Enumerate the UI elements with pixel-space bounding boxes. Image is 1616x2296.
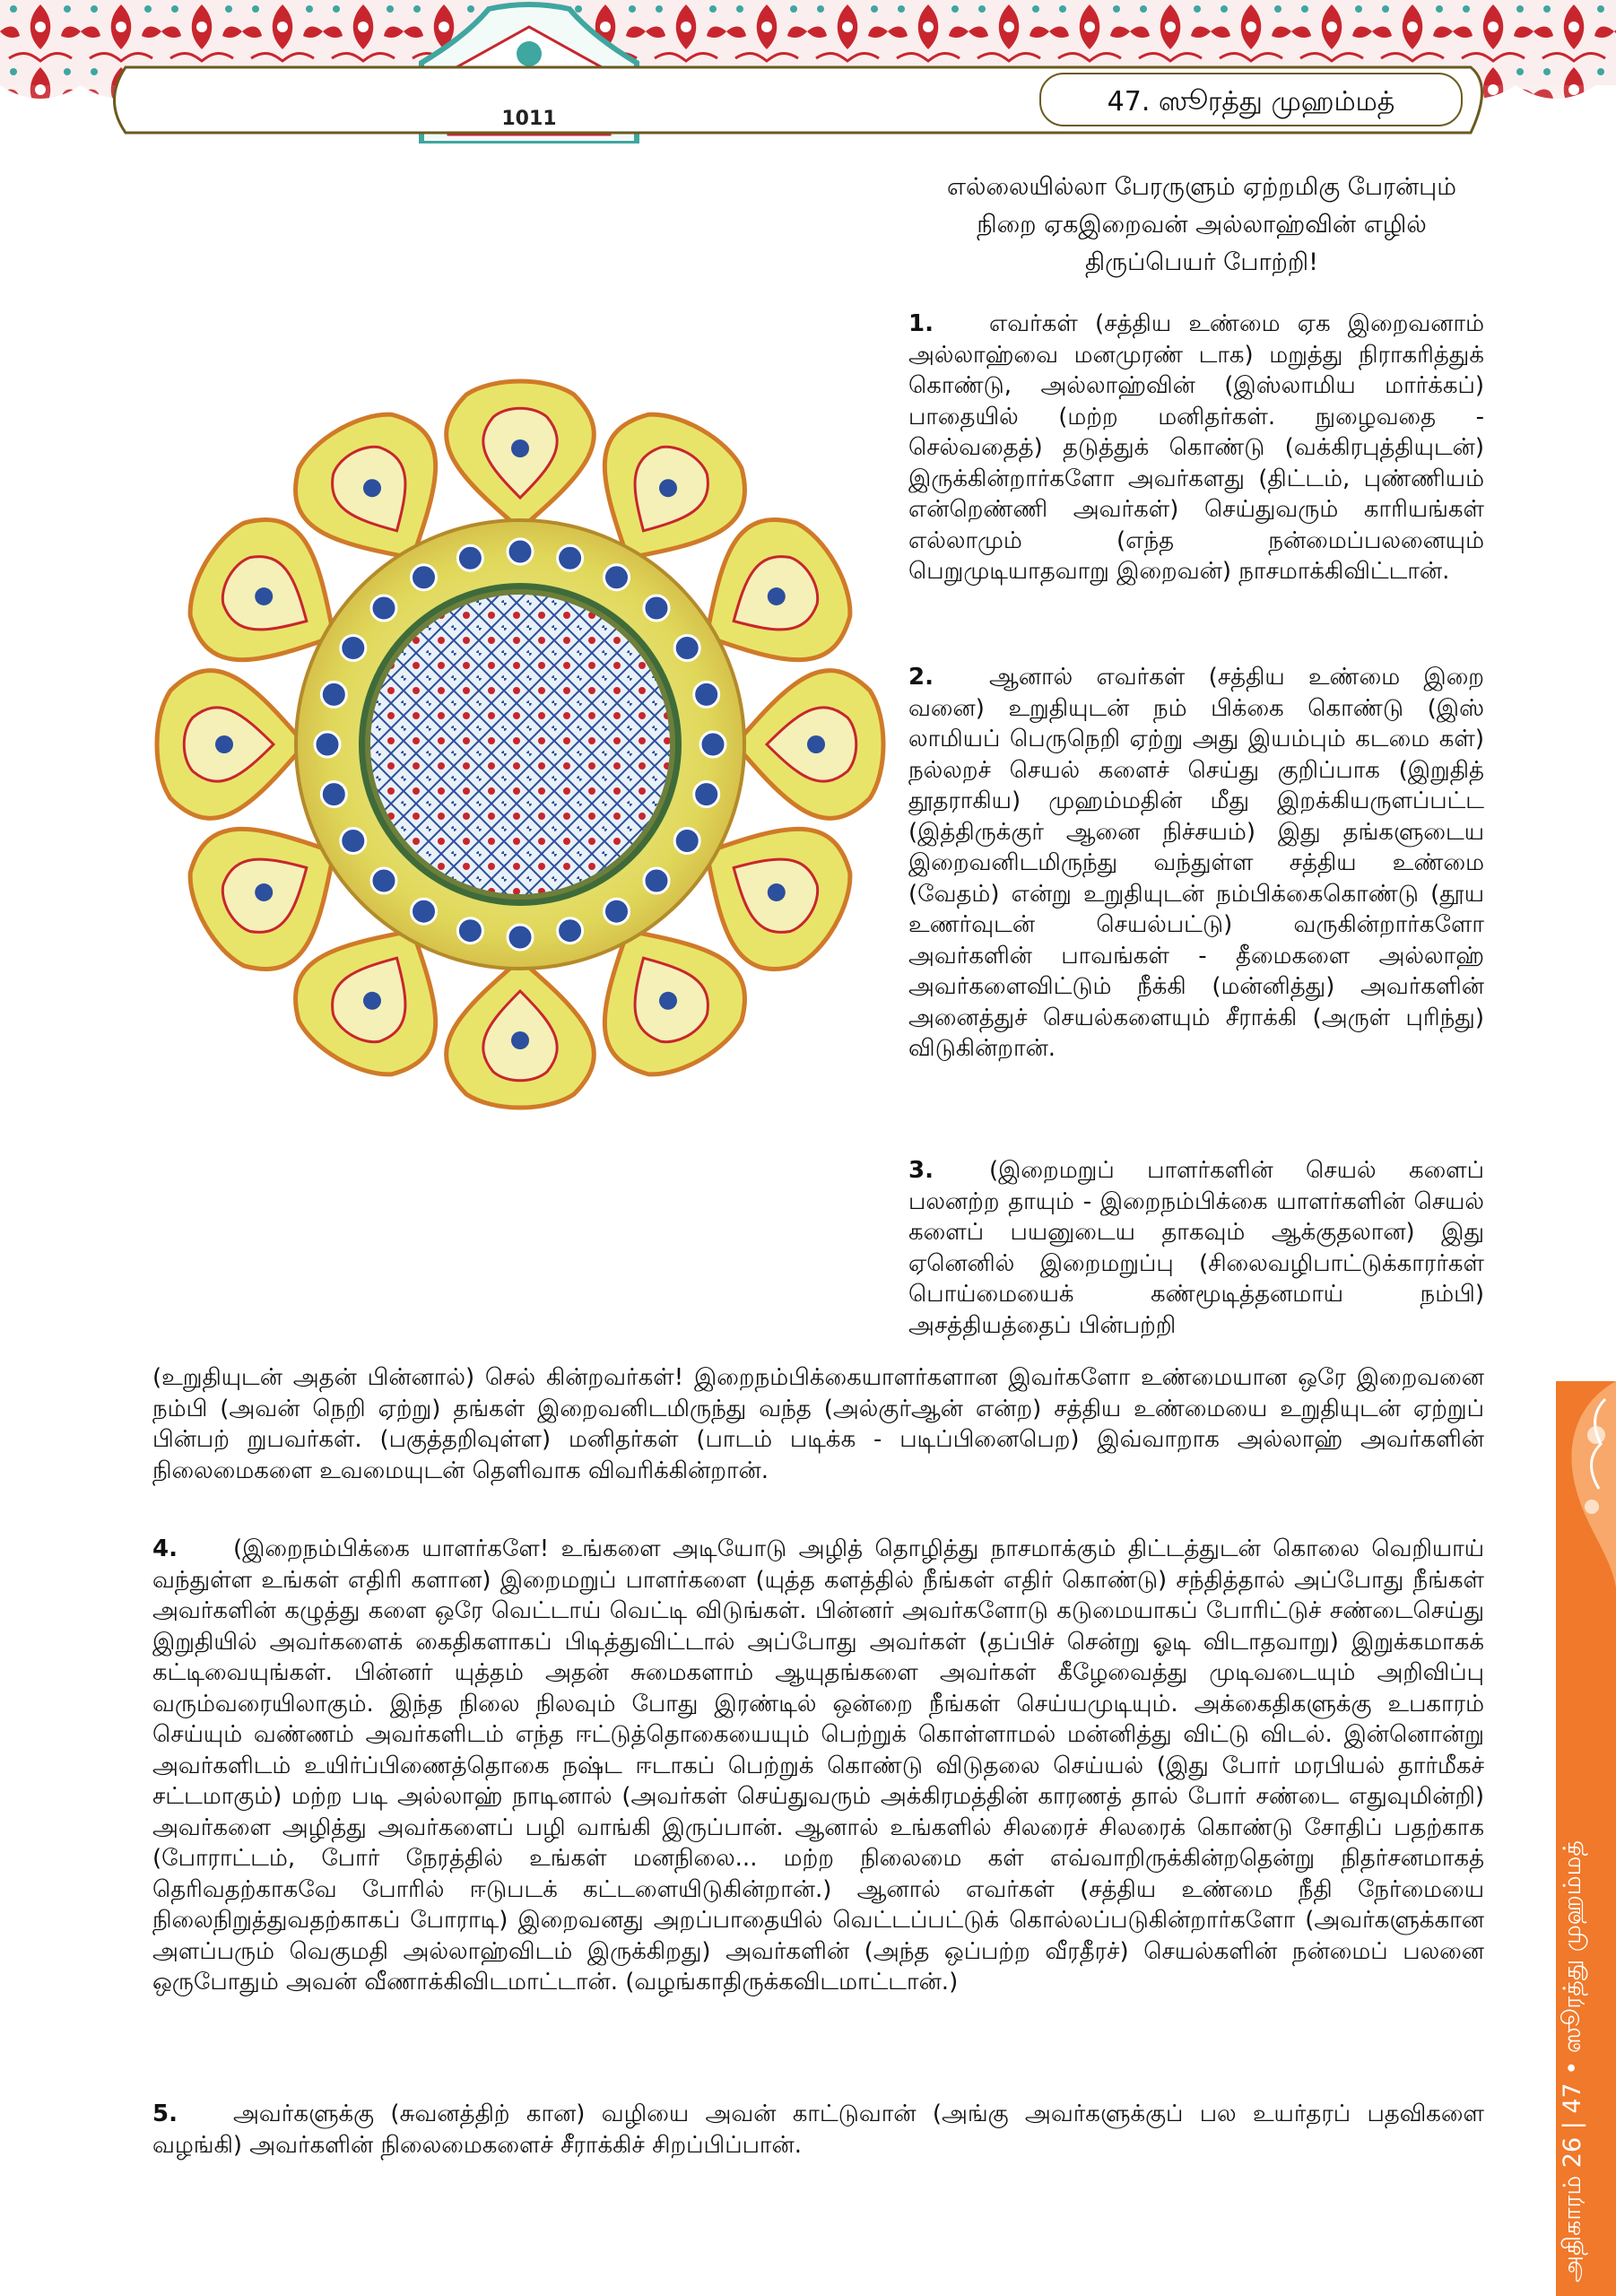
mandala-medallion <box>674 829 699 854</box>
mandala-medallion <box>694 682 719 707</box>
mandala-petal <box>447 960 595 1108</box>
mandala-medallion <box>371 868 396 893</box>
mandala-medallion <box>674 636 699 661</box>
mandala-medallion <box>315 732 340 757</box>
verse-5 <box>152 2099 1484 2161</box>
verse-2 <box>908 662 1484 1065</box>
mandala-petal <box>157 671 305 819</box>
mandala-medallion <box>558 545 583 570</box>
verse-3-part-2 <box>152 1362 1484 1486</box>
mandala-medallion <box>558 918 583 944</box>
mandala-petal <box>447 381 595 529</box>
mandala-medallion <box>341 636 366 661</box>
mandala-medallion <box>604 899 630 924</box>
mandala-graphic <box>152 377 888 1112</box>
mandala-medallion <box>508 539 533 564</box>
mandala-medallion <box>321 682 346 707</box>
verse-4 <box>152 1534 1484 1998</box>
verse-3-part-1 <box>908 1155 1484 1341</box>
invocation-line: திருப்பெயர் போற்றி! <box>1085 248 1318 276</box>
mandala-medallion <box>457 545 482 570</box>
invocation-line: நிறை ஏகஇறைவன் அல்லாஹ்வின் எழில் <box>977 211 1427 239</box>
page-number: 1011 <box>501 108 557 130</box>
header-ornament <box>0 0 1616 144</box>
verse-text: (இறைநம்பிக்கை யாளர்களே! உங்களை அடியோடு அழித் தொழித்து நாசமாக்கும் திட்டத்துடன் கொலை வெறியாய் வந்துள்ள உங்கள் எதிரி களான) இறைமறுப் பாளர்களை (யுத்த களத்தில் நீங்கள் எதிர் கொண்டு) சந்தித்தால் அப்போது நீங்கள் அவர்களின் கழுத்து களை ஒரே வெட்டாய் வெட்டி விடுங்கள். பின்னர் அவர்களோடு கடுமையாகப் போரிட்டுச் சண்டைசெய்து இறுதியில் அவர்களைக் கைதிகளாகப் பிடித்துவிட்டால் அப்போது அவர்கள் (தப்பிச் சென்று ஓடி விடாதவாறு) இறுக்கமாகக் கட்டிவையுங்கள். பின்னர் யுத்தம் அதன் சுமைகளாம் ஆயுதங்களை அவர்கள் கீழேவைத்து முடிவடையும் அறிவிப்பு வரும்வரையிலாகும். இந்த நிலை நிலவும் போது இரண்டில் ஒன்றை நீங்கள் செய்யமுடியும். அக்கைதிகளுக்கு உபகாரம் செய்யும் வண்ணம் அவர்களிடம் எந்த ஈட்டுத்தொகையையும் பெற்றுக் கொள்ளாமல் மன்னித்து விட்டு விடல். இன்னொன்று அவர்களிடம் உயிர்ப்பிணைத்தொகை நஷ்ட ஈடாகப் பெற்றுக் கொண்டு விடுதலை செய்யல் (இது போர் மரபியல் தார்மீகச் சட்டமாகும்) மற்ற படி அல்லாஹ் நாடினால் (அவர்கள் செய்துவரும் அக்கிரமத்தின் காரணத் தால் போர் சண்டை எதுவுமின்றி) அவர்களை அழித்து அவர்களைப் பழி வாங்கி இருப்பான். ஆனால் உங்களில் சிலரைச் சிலரைக் கொண்டு சோதிப் பதற்காக (போராட்டம், போர் நேரத்தில் உங்கள் மனநிலை... மற்ற நிலைமை கள் எவ்வாறிருக்கின்றதென்று நிதர்சனமாகத் தெரிவதற்காகவே போரில் ஈடுபடக் கட்டளையிடுகின்றான்.) ஆனால் எவர்கள் (சத்திய உண்மை நீதி நேர்மையை நிலைநிறுத்துவதற்காகப் போராடி) இறைவனது அறப்பாதையில் வெட்டப்பட்டுக் கொல்லப்படுகின்றார்களோ (அவர்களுக்கான அளப்பரும் வெகுமதி அல்லாஹ்விடம் இருக்கிறது) அவர்களின் (அந்த ஒப்பற்ற வீரதீரச்) செயல்களின் நன்மைப் பலனை ஒருபோதும் அவன் வீணாக்கிவிடமாட்டான். (வழங்காதிருக்கவிடமாட்டான்.) <box>152 1535 1484 1996</box>
verse-text: அவர்களுக்கு (சுவனத்திற் கான) வழியை அவன் காட்டுவான் (அங்கு அவர்களுக்குப் பல உயர்தரப் பதவிகளை வழங்கி) அவர்களின் நிலைமைகளைச் சீராக்கிச் சிறப்பிப்பான். <box>152 2100 1484 2159</box>
verse-text: (இறைமறுப் பாளர்களின் செயல் களைப் பலனற்ற தாயும் - இறைநம்பிக்கை யாளர்களின் செயல் களைப் பயனுடைய தாகவும் ஆக்குதலான) இது ஏனெனில் இறைமறுப்பு (சிலைவழிபாட்டுக்காரர்கள் பொய்மையைக் கண்மூடித்தனமாய் நம்பி) அசத்தியத்தைப் பின்பற்றி <box>908 1157 1484 1339</box>
side-tab-label: அதிகாரம் 26 | 47 • ஸூரத்து முஹம்மத் <box>1559 1840 1586 2283</box>
mandala-medallion <box>412 899 437 924</box>
mandala-petal <box>735 671 883 819</box>
invocation <box>861 169 1542 282</box>
mandala-medallion <box>412 565 437 590</box>
mandala-medallion <box>321 782 346 807</box>
mandala-medallion <box>604 565 630 590</box>
verse-number: 4. <box>152 1535 178 1562</box>
verse-text: (உறுதியுடன் அதன் பின்னால்) செல் கின்றவர்கள்! இறைநம்பிக்கையாளர்களான இவர்களோ உண்மையான ஒரே இறைவனை நம்பி (அவன் நெறி ஏற்று) தங்கள் இறைவனிடமிருந்து வந்த (அல்குர்ஆன் என்ற) சத்திய உண்மையை உறுதியுடன் ஏற்றுப் பின்பற் றுபவர்கள். (பகுத்தறிவுள்ள) மனிதர்கள் (பாடம் படிக்க - படிப்பினைபெற) இவ்வாறாக அல்லாஹ் அவர்களின் நிலைமைகளை உவமையுடன் தெளிவாக விவரிக்கின்றான். <box>152 1364 1484 1484</box>
verse-number: 3. <box>908 1157 934 1184</box>
mandala-medallion <box>371 596 396 621</box>
verse-text: ஆனால் எவர்கள் (சத்திய உண்மை இறை வனை) உறுதியுடன் நம் பிக்கை கொண்டு (இஸ் லாமியப் பெருநெறி ஏற்று அது இயம்பும் கடமை கள்) நல்லறச் செயல் களைச் செய்து குறிப்பாக (இறுதித் தூதராகிய) முஹம்மதின் மீது இறக்கியருளப்பட்ட (இத்திருக்குர் ஆனை நிச்சயம்) இது தங்களுடைய இறைவனிடமிருந்து வந்துள்ள சத்திய உண்மை (வேதம்) என்று உறுதியுடன் நம்பிக்கைகொண்டு (தூய உணர்வுடன் செயல்பட்டு) வருகின்றார்களோ அவர்களின் பாவங்கள் - தீமைகளை அல்லாஹ் அவர்களைவிட்டும் நீக்கி (மன்னித்து) அவர்களின் அனைத்துச் செயல்களையும் சீராக்கி (அருள் புரிந்து) விடுகின்றான். <box>908 664 1484 1062</box>
surah-title: 47. ஸூரத்து முஹம்மத் <box>1107 86 1395 117</box>
decorative-mandala-image <box>152 377 888 1112</box>
header-ornament-band <box>0 0 1616 144</box>
verse-number: 5. <box>152 2100 178 2127</box>
mandala-medallion <box>644 596 669 621</box>
mandala-medallion <box>508 925 533 950</box>
mandala-medallion <box>457 918 482 944</box>
mandala-medallion <box>644 868 669 893</box>
mandala-medallion <box>341 829 366 854</box>
verse-number: 2. <box>908 664 934 691</box>
verse-1 <box>908 309 1484 587</box>
invocation-line: எல்லையில்லா பேரருளும் ஏற்றமிகு பேரன்பும் <box>946 173 1456 201</box>
side-tab-ornament <box>1556 1381 1616 1587</box>
verse-text: எவர்கள் (சத்திய உண்மை ஏக இறைவனாம் அல்லாஹ்வை மனமுரண் டாக) மறுத்து நிராகரித்துக் கொண்டு, அல்லாஹ்வின் (இஸ்லாமிய மார்க்கப்) பாதையில் (மற்ற மனிதர்கள். நுழைவதை - செல்வதைத்) தடுத்துக் கொண்டு (வக்கிரபுத்தியுடன்) இருக்கின்றார்களோ அவர்களது (திட்டம், புண்ணியம் என்றெண்ணி அவர்கள்) செய்துவரும் காரியங்கள் எல்லாமும் (எந்த நன்மைப்பலனையும் பெறுமுடியாதவாறு இறைவன்) நாசமாக்கிவிட்டான். <box>908 310 1484 585</box>
mandala-medallion <box>694 782 719 807</box>
verse-number: 1. <box>908 310 934 337</box>
mandala-medallion <box>700 732 725 757</box>
